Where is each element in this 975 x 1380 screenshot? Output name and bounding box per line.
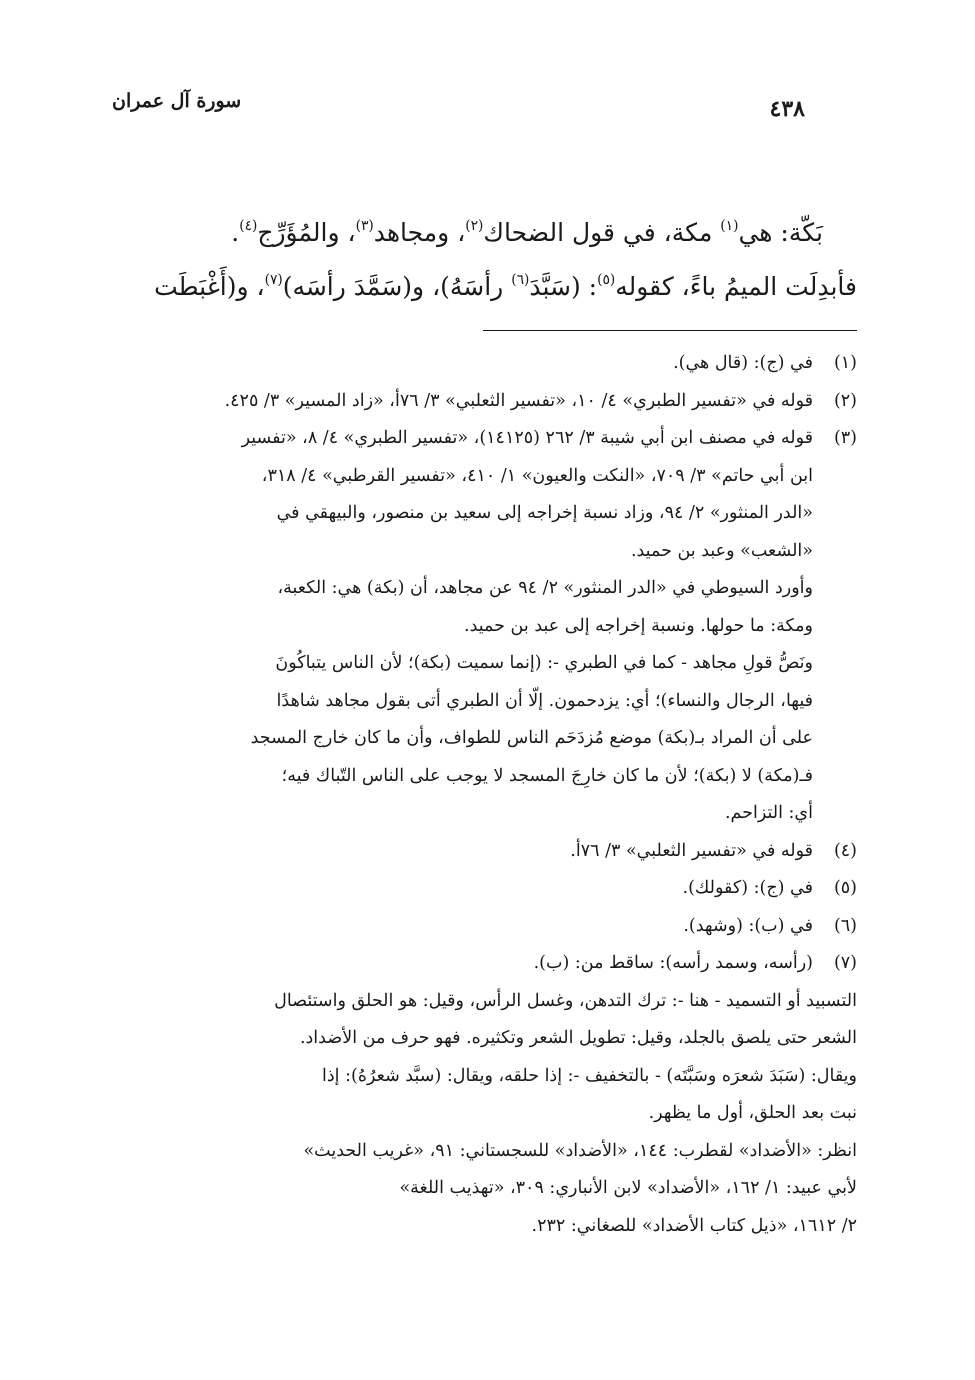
footnote-3-line: فيها، الرجال والنساء)؛ أي: يزدحمون. إلّا أن الطبري أتى بقول مجاهد شاهدًا xyxy=(276,690,813,711)
footnote-number: (٧) xyxy=(833,953,857,973)
continuation-line: نبت بعد الحلق، أول ما يظهر. xyxy=(648,1103,857,1123)
main-text-line: بَكّة: هي$^{(١)}$ مكة، في قول الضحاك$^{(٢)}$، ومجاهد$^{(٣)}$، والمُؤَرِّج$^{(٤)}$. xyxy=(231,218,823,247)
footnote-number: (٦) xyxy=(833,915,857,936)
footnote-3-line: ونَصُّ قولِ مجاهد - كما في الطبري -: (إنما سميت (بكة)؛ لأن الناس يتباكُونَ xyxy=(275,653,813,673)
footnote-separator xyxy=(483,330,857,331)
continuation-line: انظر: «الأضداد» لقطرب: ١٤٤، «الأضداد» للسجستاني: ٩١، «غريب الحديث» xyxy=(303,1140,857,1161)
footnote-6 xyxy=(124,908,857,946)
continuation-line: الشعر حتى يلصق بالجلد، وقيل: تطويل الشعر وتكثيره. فهو حرف من الأضداد. xyxy=(299,1028,857,1048)
footnote-3-line: أي: التزاحم. xyxy=(724,803,813,823)
footnote-number: (١) xyxy=(833,353,857,373)
footnote-text: في (ب): (وشهد). xyxy=(683,915,813,936)
footnote-number: (٢) xyxy=(833,390,857,411)
page-number: ٤٣٨ xyxy=(769,96,805,122)
footnote-text: قوله في «تفسير الطبري» ٤/ ١٠، «تفسير الثعلبي» ٣/ ٧٦أ، «زاد المسير» ٣/ ٤٢٥. xyxy=(224,390,813,411)
footnote-5 xyxy=(124,870,857,908)
page-header xyxy=(112,84,805,124)
footnote-text: قوله في «تفسير الثعلبي» ٣/ ٧٦أ. xyxy=(570,840,813,861)
continuation-line: ويقال: (سَبَدَ شعرَه وسَبَّتَه) - بالتخفيف -: إذا حلقه، ويقال: (سبَّد شعرُهُ): إذا xyxy=(322,1065,857,1086)
continuation-line: التسبيد أو التسميد - هنا -: ترك التدهن، وغسل الرأس، وقيل: هو الحلق واستئصال xyxy=(274,990,857,1011)
footnote-3-line: وأورد السيوطي في «الدر المنثور» ٢/ ٩٤ عن مجاهد، أن (بكة) هي: الكعبة، xyxy=(277,578,813,598)
footnote-3-line: «الشعب» وعبد بن حميد. xyxy=(630,540,813,561)
footnotes xyxy=(124,345,857,1245)
footnote-7 xyxy=(124,945,857,983)
footnote-text: في (ج): (كقولك). xyxy=(682,878,813,898)
main-text-line: فأبدِلَت الميمُ باءً، كقوله$^{(٥)}$: (سَبَّدَ$^{(٦)}$ رأسَهُ)، و(سَمَّدَ رأسَه)$^{(٧)}$، و(أَغْبَطَت xyxy=(154,272,857,301)
footnote-3-line: ابن أبي حاتم» ٣/ ٧٠٩، «النكت والعيون» ١/ ٤١٠، «تفسير القرطبي» ٤/ ٣١٨، xyxy=(261,465,813,486)
footnote-4 xyxy=(124,833,857,871)
footnote-number: (٣) xyxy=(833,428,857,448)
footnote-text: في (ج): (قال هي). xyxy=(673,353,813,373)
running-title: سورة آل عمران xyxy=(112,90,242,112)
footnote-2 xyxy=(124,383,857,421)
continuation-line: ٢/ ١٦١٢، «ذيل كتاب الأضداد» للصغاني: ٢٣٢. xyxy=(531,1215,857,1236)
footnote-3-line: على أن المراد بـ(بكة) موضع مُزدَحَم الناس للطواف، وأن ما كان خارج المسجد xyxy=(250,728,813,748)
footnote-number: (٤) xyxy=(833,840,857,861)
main-text xyxy=(124,206,857,314)
footnote-3-line: فـ(مكة) لا (بكة)؛ لأن ما كان خارِجَ المسجد لا يوجب على الناس التّباك فيه؛ xyxy=(281,765,813,786)
footnote-number: (٥) xyxy=(833,878,857,898)
footnote-3-line: «الدر المنثور» ٢/ ٩٤، وزاد نسبة إخراجه إلى سعيد بن منصور، والبيهقي في xyxy=(276,503,813,523)
footnote-text: (رأسه، وسمد رأسه): ساقط من: (ب). xyxy=(533,953,813,973)
footnote-3-line: ومكة: ما حولها. ونسبة إخراجه إلى عبد بن حميد. xyxy=(464,615,813,636)
footnote-text: قوله في مصنف ابن أبي شيبة ٣/ ٢٦٢ (١٤١٢٥)، «تفسير الطبري» ٤/ ٨، «تفسير xyxy=(241,428,813,448)
continuation-line: لأبي عبيد: ١/ ١٦٢، «الأضداد» لابن الأنباري: ٣٠٩، «تهذيب اللغة» xyxy=(399,1178,857,1198)
footnote-1 xyxy=(124,345,857,383)
footnote-3 xyxy=(124,420,857,458)
